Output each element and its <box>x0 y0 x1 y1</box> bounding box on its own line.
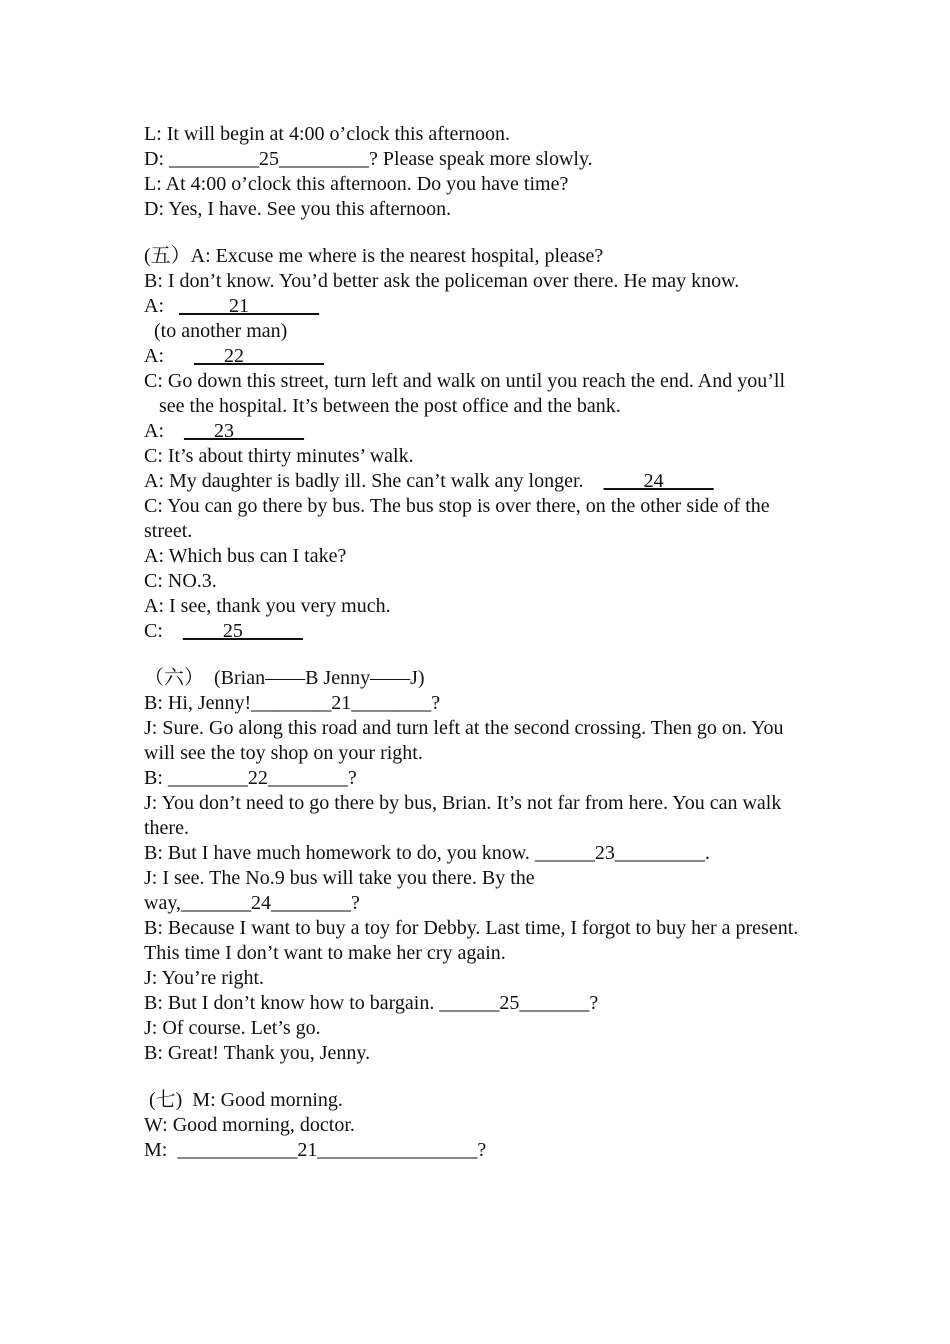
answer-blank-24: ____24_____ <box>603 470 714 492</box>
answer-blank-23: ___23_______ <box>184 420 304 442</box>
speaker-label: A: <box>144 420 184 442</box>
dialogue-line: J: Of course. Let’s go. <box>144 1017 321 1039</box>
dialogue-line: W: Good morning, doctor. <box>144 1114 355 1136</box>
dialogue-line: C: You can go there by bus. The bus stop is over there, on the other side of the street. <box>144 495 770 542</box>
dialogue-line: D: _________25_________? Please speak more slowly. <box>144 148 593 170</box>
dialogue-line: way,_______24________? <box>144 892 360 914</box>
dialogue-line: L: It will begin at 4:00 o’clock this afternoon. <box>144 123 511 145</box>
section-heading: (五）A: Excuse me where is the nearest hospital, please? <box>144 245 604 267</box>
dialogue-line <box>144 619 814 644</box>
dialogue-line <box>144 419 814 444</box>
dialogue-line: A: Which bus can I take? <box>144 545 347 567</box>
dialogue-line: see the hospital. It’s between the post office and the bank. <box>144 395 621 417</box>
dialogue-text: A: My daughter is badly ill. She can’t walk any longer. <box>144 470 604 492</box>
document-page <box>144 122 814 1163</box>
dialogue-line <box>144 294 814 319</box>
answer-blank-22: ___22________ <box>194 345 324 367</box>
dialogue-line: J: I see. The No.9 bus will take you there. By the <box>144 867 535 889</box>
speaker-label: C: <box>144 620 183 642</box>
dialogue-line: C: It’s about thirty minutes’ walk. <box>144 445 414 467</box>
section-6 <box>144 666 814 1066</box>
dialogue-line: B: But I have much homework to do, you know. ______23_________. <box>144 842 710 864</box>
dialogue-line: B: Great! Thank you, Jenny. <box>144 1042 371 1064</box>
dialogue-line: C: NO.3. <box>144 570 217 592</box>
dialogue-line: M: ____________21________________? <box>144 1139 487 1161</box>
dialogue-line: J: You don’t need to go there by bus, Brian. It’s not far from here. You can walk there. <box>144 792 782 839</box>
dialogue-line: C: Go down this street, turn left and walk on until you reach the end. And you’ll <box>144 370 785 392</box>
section-heading: (七) M: Good morning. <box>144 1089 343 1111</box>
answer-blank-25: ____25______ <box>182 620 303 642</box>
dialogue-line <box>144 469 814 494</box>
section-4-tail <box>144 122 814 222</box>
dialogue-line: L: At 4:00 o’clock this afternoon. Do you have time? <box>144 173 569 195</box>
dialogue-line: B: Hi, Jenny!________21________? <box>144 692 441 714</box>
dialogue-line: B: I don’t know. You’d better ask the policeman over there. He may know. <box>144 270 740 292</box>
dialogue-line: D: Yes, I have. See you this afternoon. <box>144 198 452 220</box>
dialogue-line: J: Sure. Go along this road and turn left at the second crossing. Then go on. You will see the toy shop on your right. <box>144 717 784 764</box>
dialogue-line <box>144 344 814 369</box>
section-7 <box>144 1088 814 1163</box>
speaker-label: A: <box>144 295 179 317</box>
dialogue-line: A: I see, thank you very much. <box>144 595 391 617</box>
stage-direction: (to another man) <box>144 320 288 342</box>
speaker-label: A: <box>144 345 194 367</box>
dialogue-line: B: Because I want to buy a toy for Debby. Last time, I forgot to buy her a present. This time I don’t want to make her cry again. <box>144 917 799 964</box>
dialogue-line: B: ________22________? <box>144 767 357 789</box>
answer-blank-21: _____21_______ <box>179 295 319 317</box>
section-heading: （六） (Brian——B Jenny——J) <box>144 667 425 689</box>
dialogue-line: B: But I don’t know how to bargain. ______25_______? <box>144 992 599 1014</box>
dialogue-line: J: You’re right. <box>144 967 265 989</box>
section-5 <box>144 244 814 644</box>
